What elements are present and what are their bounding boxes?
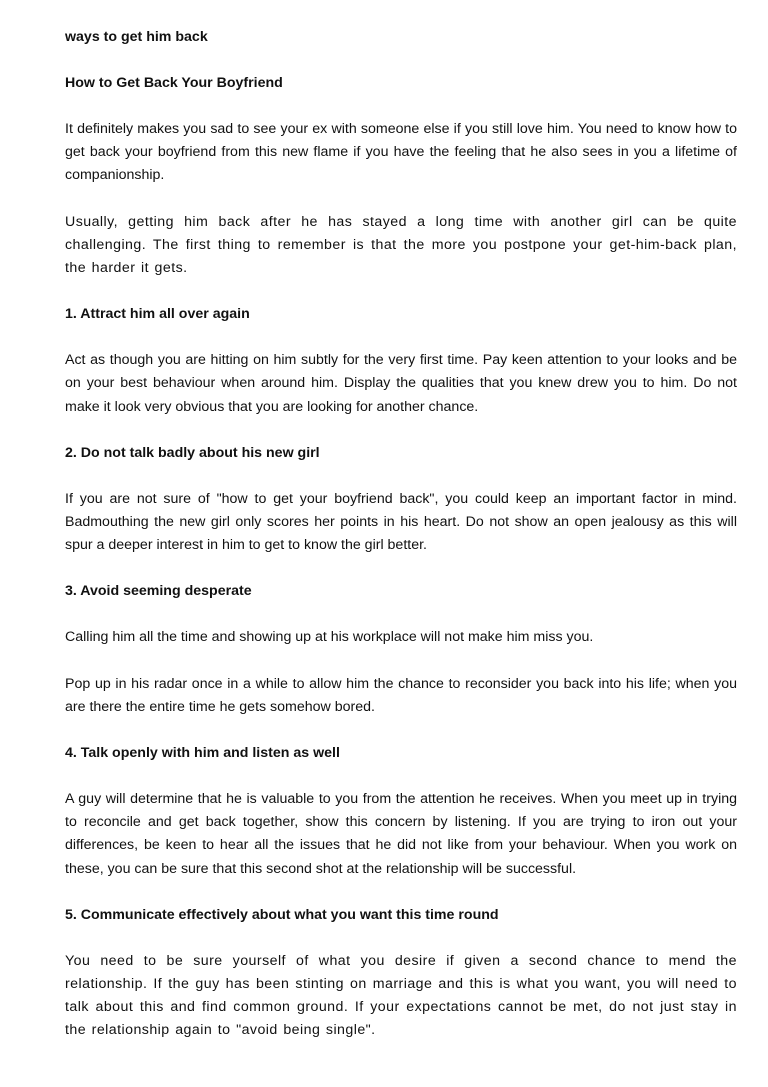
document-title: How to Get Back Your Boyfriend	[65, 75, 283, 91]
section-3-paragraph-2: Pop up in his radar once in a while to allow him the chance to reconsider you back into his life; when you are there the entire time he gets somehow bored.	[65, 675, 737, 715]
section-3-paragraph-1: Calling him all the time and showing up at his workplace will not make him miss you.	[65, 629, 594, 646]
section-4-paragraph-1: A guy will determine that he is valuable to you from the attention he receives. When you meet up in trying to reconcile and get back together, show this concern by listening. If you are trying to iron out your differences, be keen to hear all the issues that he did not like from your behaviour. When you work on these, you can be sure that this second shot at the relationship will be successful.	[65, 791, 737, 877]
intro-paragraph-1: It definitely makes you sad to see your ex with someone else if you still love him. You need to know how to get back your boyfriend from this new flame if you have the feeling that he also sees in you a lifetime of companionship.	[65, 121, 737, 184]
section-3-heading: 3. Avoid seeming desperate	[65, 583, 252, 600]
section-1-paragraph-1: Act as though you are hitting on him subtly for the very first time. Pay keen attention to your looks and be on your best behaviour when around him. Display the qualities that you knew drew you to him. Do not make it look very obvious that you are looking for another chance.	[65, 352, 737, 415]
document-page	[65, 26, 737, 1066]
section-1-heading: 1. Attract him all over again	[65, 306, 250, 323]
section-5-heading: 5. Communicate effectively about what you want this time round	[65, 906, 499, 923]
section-2-heading: 2. Do not talk badly about his new girl	[65, 444, 320, 461]
section-4-heading: 4. Talk openly with him and listen as well	[65, 745, 340, 762]
section-2-paragraph-1: If you are not sure of "how to get your boyfriend back", you could keep an important factor in mind. Badmouthing the new girl only scores her points in his heart. Do not show an open jealousy as this will spur a deeper interest in him to get to know the girl better.	[65, 490, 737, 554]
document-top-title: ways to get him back	[65, 29, 208, 45]
section-5-paragraph-1: You need to be sure yourself of what you desire if given a second chance to mend the relationship. If the guy has been stinting on marriage and this is what you want, you will need to talk about this and find common ground. If your expectations cannot be met, do not just stay in the relationship again to "avoid being single".	[65, 952, 737, 1039]
intro-paragraph-2: Usually, getting him back after he has stayed a long time with another girl can be quite challenging. The first thing to remember is that the more you postpone your get-him-back plan, the harder it gets.	[65, 213, 737, 277]
